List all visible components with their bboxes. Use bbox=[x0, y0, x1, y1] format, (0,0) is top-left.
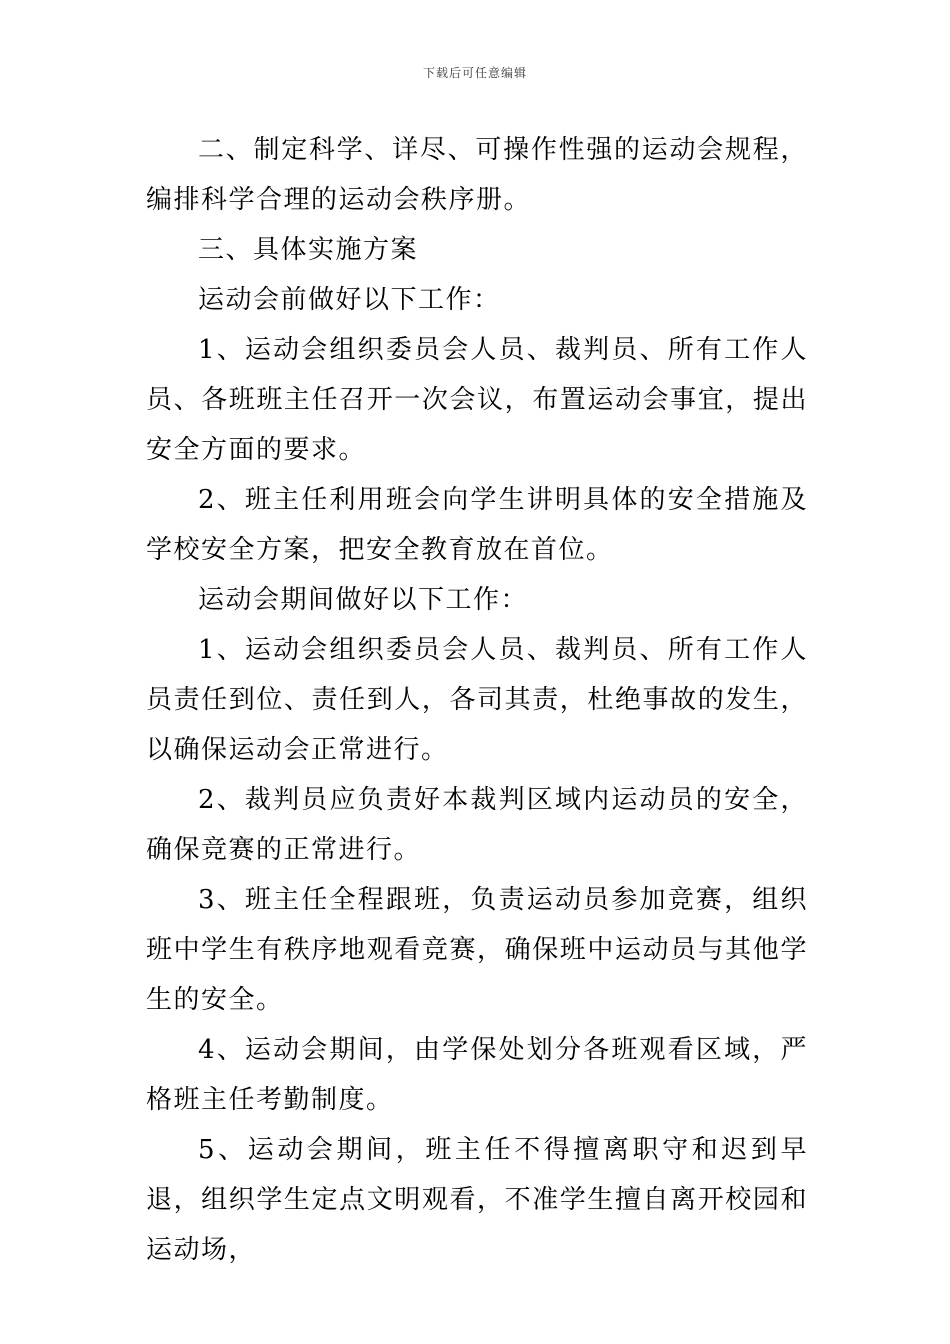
paragraph-during-item-3: 3、班主任全程跟班，负责运动员参加竞赛，组织班中学生有秩序地观看竞赛，确保班中运动员与其他学生的安全。 bbox=[146, 885, 808, 1015]
paragraph-before-item-1: 1、运动会组织委员会人员、裁判员、所有工作人员、各班班主任召开一次会议，布置运动会事宜，提出安全方面的要求。 bbox=[146, 335, 808, 465]
paragraph-during-item-5: 5、运动会期间，班主任不得擅离职守和迟到早退，组织学生定点文明观看，不准学生擅自离开校园和运动场， bbox=[146, 1135, 808, 1265]
paragraph-section-three-heading: 三、具体实施方案 bbox=[198, 235, 419, 265]
document-body bbox=[146, 125, 808, 1275]
paragraph-before-item-2: 2、班主任利用班会向学生讲明具体的安全措施及学校安全方案，把安全教育放在首位。 bbox=[146, 485, 808, 565]
paragraph-during-meet-heading: 运动会期间做好以下工作： bbox=[198, 585, 529, 615]
paragraph-during-item-2: 2、裁判员应负责好本裁判区域内运动员的安全，确保竞赛的正常进行。 bbox=[146, 785, 808, 865]
paragraph-section-two: 二、制定科学、详尽、可操作性强的运动会规程，编排科学合理的运动会秩序册。 bbox=[146, 135, 808, 215]
paragraph-before-meet-heading: 运动会前做好以下工作： bbox=[198, 285, 501, 315]
header-note: 下载后可任意编辑 bbox=[422, 66, 527, 80]
paragraph-during-item-1: 1、运动会组织委员会人员、裁判员、所有工作人员责任到位、责任到人，各司其责，杜绝事故的发生，以确保运动会正常进行。 bbox=[146, 635, 808, 765]
paragraph-during-item-4: 4、运动会期间，由学保处划分各班观看区域，严格班主任考勤制度。 bbox=[146, 1035, 808, 1115]
